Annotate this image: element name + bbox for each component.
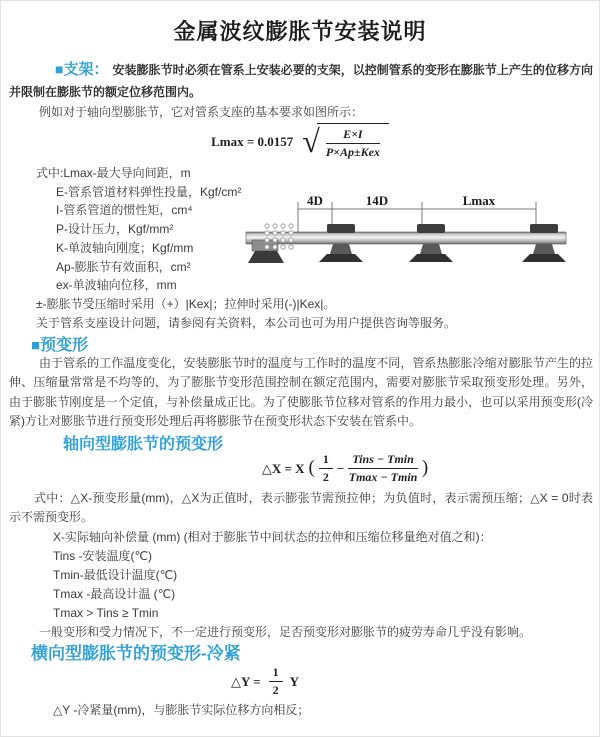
definition-line: ex-单波轴向位移，mm [56, 278, 177, 293]
temperature-fraction [348, 452, 418, 485]
pipe [246, 232, 566, 244]
variable-line: Tmax -最高设计温 (℃) [53, 587, 176, 601]
section-bullet-icon: ■ [31, 337, 41, 354]
lateral-variable-line: △Y -冷紧量(mm)，与膨胀节实际位移方向相反； [53, 703, 310, 717]
lmax-fraction [326, 127, 380, 160]
fraction-numerator: E×I [326, 127, 380, 144]
definition-line: P-设计压力，Kgf/mm² [56, 222, 174, 237]
definition-line: K-单波轴向刚度；Kgf/mm [56, 240, 194, 255]
preform-body-paragraph: 由于管系的工作温度变化，安装膨胀节时的温度与工作时的温度不同，管系热膨胀冷缩对膨胀节产生的拉伸、压缩量常常是不均等的，为了膨胀节变形范围控制在额定范围内，需要对膨胀节采取预变形处理。另外，由于膨胀节刚度是一个定值，与补偿量成正比。为了使膨胀节位移对管系的作用力最小，也可以采用预变形(冷紧)方让对膨胀节进行预变形处理后再将膨胀节在预变形状态下安装在管系中。 [9, 356, 593, 428]
variable-line: Tmin-最低设计温度(℃) [53, 568, 178, 582]
page-title: 金属波纹膨胀节安装说明 [173, 19, 427, 44]
preform-section-heading [31, 332, 88, 355]
lmax-formula-prefix: Lmax = 0.0157 [211, 133, 294, 149]
fraction-denominator: Tmax − Tmin [348, 470, 418, 484]
fraction-denominator: P×Ap±Kex [325, 145, 380, 159]
radicand [317, 123, 389, 160]
dim-label-lmax: Lmax [462, 193, 496, 208]
fraction-denominator: 2 [322, 470, 329, 484]
lmax-formula [1, 123, 599, 160]
support-section-paragraph [9, 58, 593, 103]
axial-variable-list [53, 528, 593, 623]
one-half-fraction [269, 665, 283, 698]
open-paren: ( [308, 456, 315, 478]
formula-prefix: △X = X [261, 460, 305, 476]
definition-line: ±-膨胀节受压缩时采用（+）|Kex|；拉伸时采用(-)|Kex|。 [36, 296, 336, 311]
close-paren: ) [421, 456, 429, 478]
dim-label-4d: 4D [307, 193, 323, 208]
minus-sign: − [336, 460, 345, 476]
variable-line: Tmax > Tins ≥ Tmin [53, 606, 159, 620]
definition-line: I-管系管道的惯性矩，cm⁴ [56, 203, 193, 218]
formula-suffix: Y [289, 673, 299, 689]
preform-heading-label: 预变形 [40, 337, 89, 354]
section-bullet-icon: ■ [55, 61, 64, 77]
lateral-preform-formula [0, 665, 564, 698]
support-section-heading: 支架： [63, 61, 109, 78]
fraction-numerator: Tins − Tmin [348, 452, 418, 469]
definition-line: E-管系管道材料弹性投量，Kgf/cm² [56, 184, 242, 199]
axial-note-line: 一般变形和受力情况下，不一定进行预变形，足否预变形对膨胀节的疲劳寿命几乎没有影响。 [39, 625, 532, 639]
fraction-denominator: 2 [272, 683, 279, 697]
pipe-support-diagram [246, 193, 566, 265]
axial-preform-formula [46, 452, 600, 485]
variable-line: X-实际轴向补偿量 (mm) (相对于膨胀节中间状态的拉伸和压缩位移量绝对值之和)： [53, 530, 492, 544]
support-intro-text: 安装膨胀节时必须在管系上安装必要的支架，以控制管系的变形在膨胀节上产生的位移方向并限制在膨胀节的额定位移范围内。 [9, 63, 593, 99]
axial-formula-explanation: 式中：△X-预变形量(mm)，△X为正值时，表示膨张节需预拉伸；为负值时，表示需预压缩；△X = 0时表示不需预变形。 [9, 491, 593, 524]
fraction-numerator: 1 [269, 665, 283, 682]
dim-label-14d: 14D [365, 193, 389, 208]
one-half-fraction [319, 452, 333, 485]
support-example-line: 例如对于轴向型膨胀节，它对管系支座的基本要求如图所示： [39, 105, 364, 119]
square-root [302, 123, 389, 160]
definition-line: 关于管系支座设计问题，请参阅有关资料，本公司也可为用户提供咨询等服务。 [36, 315, 457, 330]
definition-line: 式中:Lmax-最大导向间距，m [36, 166, 191, 180]
variable-line: Tins -安装温度(℃) [53, 549, 153, 563]
fraction-numerator: 1 [319, 452, 333, 469]
lateral-subsection-heading: 横向型膨胀节的预变形-冷紧 [31, 644, 241, 663]
definition-line: Ap-膨胀节有效面积，cm² [56, 259, 191, 274]
radical-sign: √ [302, 122, 320, 159]
axial-subsection-heading: 轴向型膨胀节的预变形 [63, 436, 224, 453]
formula-prefix: △Y = [231, 673, 261, 689]
